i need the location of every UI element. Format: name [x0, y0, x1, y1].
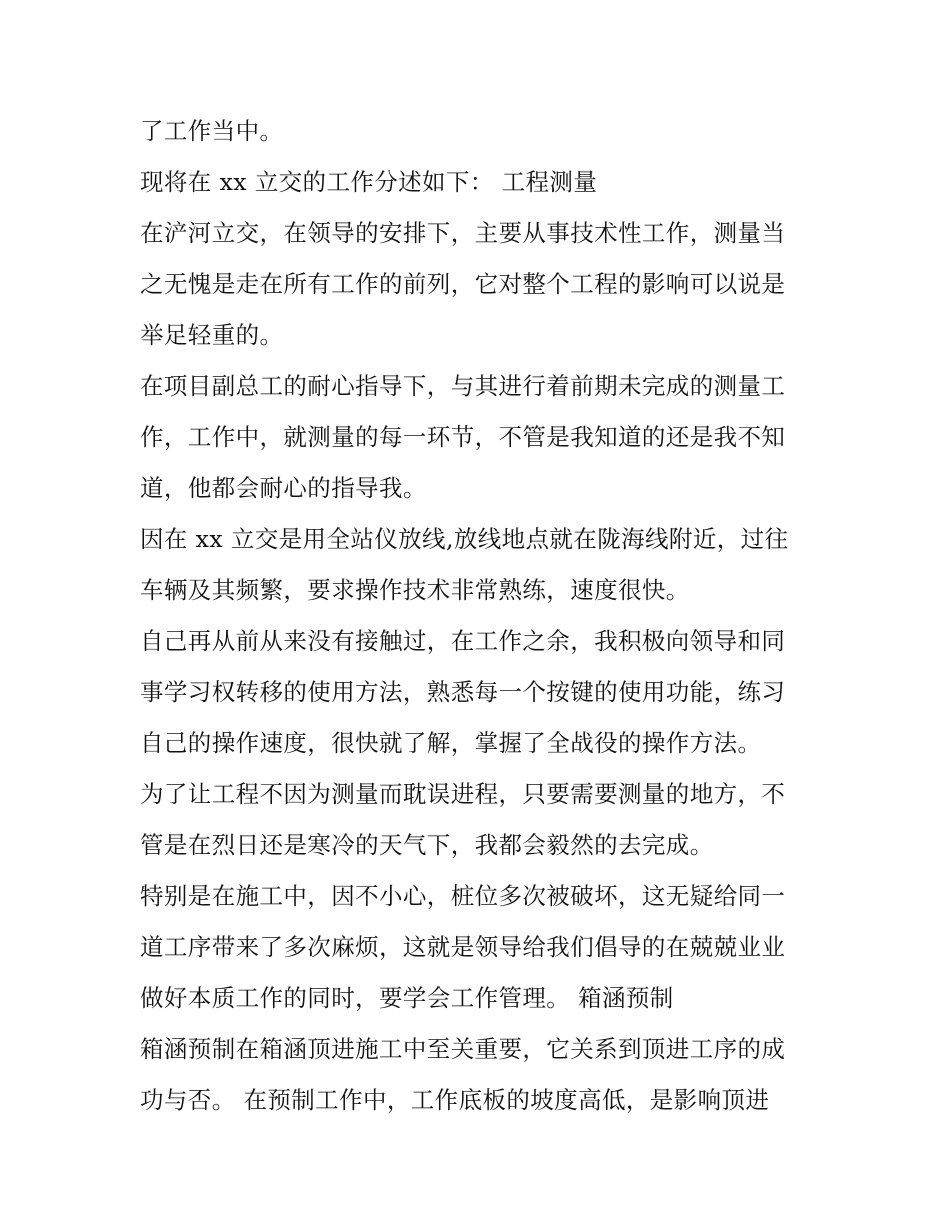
text-line: 道工序带来了多次麻烦，这就是领导给我们倡导的在兢兢业业 — [140, 933, 786, 961]
text-line: 自己再从前从来没有接触过，在工作之余，我积极向领导和同 — [140, 627, 786, 655]
text-line: 因在 xx 立交是用全站仪放线,放线地点就在陇海线附近，过往 — [140, 525, 789, 553]
text-line: 事学习权转移的使用方法，熟悉每一个按键的使用功能，练习 — [140, 678, 786, 706]
text-line: 车辆及其频繁，要求操作技术非常熟练，速度很快。 — [140, 576, 690, 604]
document-body — [140, 106, 820, 1126]
text-line: 在项目副总工的耐心指导下，与其进行着前期未完成的测量工 — [140, 372, 786, 400]
text-line: 现将在 xx 立交的工作分述如下： 工程测量 — [140, 168, 598, 196]
text-line: 之无愧是走在所有工作的前列，它对整个工程的影响可以说是 — [140, 270, 786, 298]
text-line: 道，他都会耐心的指导我。 — [140, 474, 427, 502]
text-line: 了工作当中。 — [140, 117, 284, 145]
text-line: 为了让工程不因为测量而耽误进程，只要需要测量的地方，不 — [140, 780, 786, 808]
text-line: 特别是在施工中，因不小心，桩位多次被破坏，这无疑给同一 — [140, 882, 786, 910]
text-line: 箱涵预制在箱涵顶进施工中至关重要，它关系到顶进工序的成 — [140, 1035, 786, 1063]
text-line: 作，工作中，就测量的每一环节，不管是我知道的还是我不知 — [140, 423, 786, 451]
text-line: 在浐河立交，在领导的安排下，主要从事技术性工作，测量当 — [140, 219, 786, 247]
text-line: 管是在烈日还是寒冷的天气下，我都会毅然的去完成。 — [140, 831, 714, 859]
text-line: 举足轻重的。 — [140, 321, 284, 349]
text-line: 做好本质工作的同时，要学会工作管理。 箱涵预制 — [140, 984, 674, 1012]
text-line: 自己的操作速度，很快就了解，掌握了全战役的操作方法。 — [140, 729, 762, 757]
text-line: 功与否。 在预制工作中，工作底板的坡度高低，是影响顶进 — [140, 1086, 770, 1114]
